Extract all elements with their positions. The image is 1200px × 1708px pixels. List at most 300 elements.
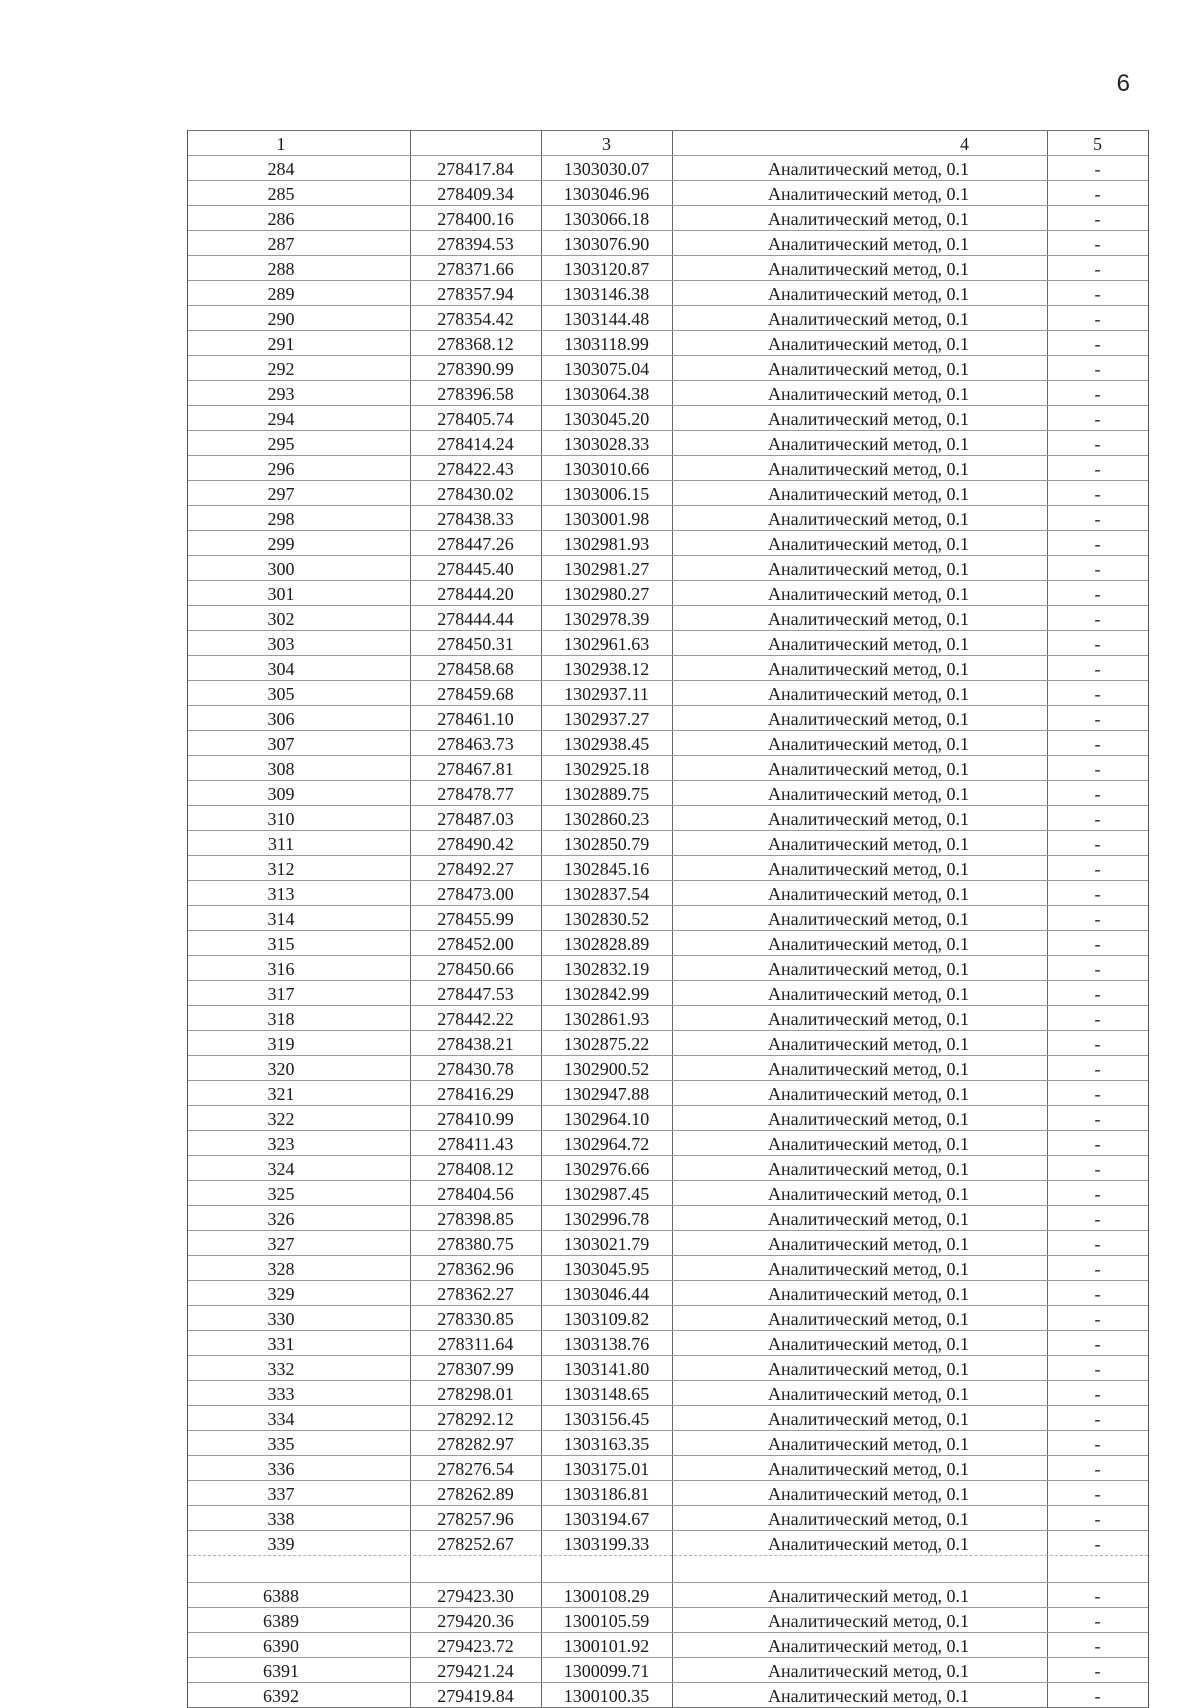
coord-y: 1303118.99 [564, 334, 649, 354]
note: - [1094, 1009, 1101, 1029]
point-number: 312 [267, 859, 295, 879]
header-col-5: 5 [1093, 134, 1102, 154]
coord-y: 1302875.22 [563, 1034, 650, 1054]
point-number: 302 [267, 609, 295, 629]
table-row [188, 1657, 1148, 1682]
coord-x: 278459.68 [437, 684, 514, 704]
note: - [1094, 509, 1101, 529]
table-row [188, 580, 1148, 605]
coord-x: 278416.29 [437, 1084, 514, 1104]
table-row [188, 1030, 1148, 1055]
method-accuracy: Аналитический метод, 0.1 [767, 459, 969, 479]
coord-y: 1303075.04 [563, 359, 650, 379]
coord-x: 278408.12 [437, 1159, 514, 1179]
note: - [1094, 1586, 1101, 1606]
table-row [188, 405, 1148, 430]
note: - [1094, 384, 1101, 404]
coord-x: 279423.30 [437, 1586, 514, 1606]
method-accuracy: Аналитический метод, 0.1 [767, 784, 969, 804]
table-row [188, 680, 1148, 705]
coord-y: 1303021.79 [563, 1234, 650, 1254]
table-row [188, 230, 1148, 255]
method-accuracy: Аналитический метод, 0.1 [767, 284, 969, 304]
method-accuracy: Аналитический метод, 0.1 [767, 1234, 969, 1254]
table-row [188, 1405, 1148, 1430]
coord-x: 278490.42 [437, 834, 514, 854]
table-row [188, 730, 1148, 755]
note: - [1094, 834, 1101, 854]
coord-y: 1303028.33 [563, 434, 650, 454]
point-number: 305 [267, 684, 295, 704]
point-number: 6388 [263, 1586, 299, 1606]
table-row [188, 1230, 1148, 1255]
note: - [1094, 209, 1101, 229]
method-accuracy: Аналитический метод, 0.1 [767, 1661, 969, 1681]
point-number: 324 [267, 1159, 295, 1179]
point-number: 286 [267, 209, 295, 229]
method-accuracy: Аналитический метод, 0.1 [767, 234, 969, 254]
point-number: 320 [267, 1059, 295, 1079]
table-row [188, 655, 1148, 680]
coord-y: 1302938.12 [563, 659, 650, 679]
table-row [188, 980, 1148, 1005]
method-accuracy: Аналитический метод, 0.1 [767, 909, 969, 929]
table-row [188, 180, 1148, 205]
coord-x: 278461.10 [437, 709, 514, 729]
point-number: 319 [267, 1034, 295, 1054]
table-row [188, 1682, 1148, 1707]
table-row [188, 1055, 1148, 1080]
method-accuracy: Аналитический метод, 0.1 [767, 584, 969, 604]
point-number: 285 [267, 184, 295, 204]
note: - [1094, 709, 1101, 729]
method-accuracy: Аналитический метод, 0.1 [767, 1434, 969, 1454]
coord-y: 1303046.44 [563, 1284, 650, 1304]
header-col-3: 3 [602, 134, 611, 154]
method-accuracy: Аналитический метод, 0.1 [767, 609, 969, 629]
table-row [188, 380, 1148, 405]
header-col-4: 4 [960, 134, 969, 154]
table-row [188, 430, 1148, 455]
table-row [188, 630, 1148, 655]
coord-x: 278450.66 [437, 959, 514, 979]
method-accuracy: Аналитический метод, 0.1 [767, 209, 969, 229]
coord-x: 278438.21 [437, 1034, 514, 1054]
point-number: 297 [267, 484, 295, 504]
point-number: 288 [267, 259, 295, 279]
method-accuracy: Аналитический метод, 0.1 [767, 1259, 969, 1279]
coord-x: 278357.94 [437, 284, 514, 304]
point-number: 295 [267, 434, 295, 454]
coord-y: 1302828.89 [563, 934, 650, 954]
table-row [188, 855, 1148, 880]
point-number: 337 [267, 1484, 295, 1504]
table-row [188, 930, 1148, 955]
coord-y: 1302925.18 [563, 759, 650, 779]
coord-y: 1303066.18 [563, 209, 650, 229]
table-row [188, 355, 1148, 380]
coord-x: 278362.96 [437, 1259, 514, 1279]
note: - [1094, 184, 1101, 204]
coord-y: 1302842.99 [563, 984, 650, 1004]
coord-y: 1302964.10 [563, 1109, 650, 1129]
coord-y: 1300101.92 [563, 1636, 650, 1656]
coord-x: 278252.67 [437, 1534, 514, 1554]
note: - [1094, 809, 1101, 829]
coord-y: 1302832.19 [563, 959, 650, 979]
table-row [188, 1455, 1148, 1480]
table-gap-row [188, 1555, 1148, 1582]
note: - [1094, 1611, 1101, 1631]
coordinates-table [187, 130, 1149, 1708]
point-number: 318 [267, 1009, 295, 1029]
point-number: 322 [267, 1109, 295, 1129]
note: - [1094, 1134, 1101, 1154]
coord-y: 1303006.15 [563, 484, 650, 504]
coord-x: 278298.01 [437, 1384, 514, 1404]
note: - [1094, 534, 1101, 554]
coord-x: 278262.89 [437, 1484, 514, 1504]
coord-x: 279423.72 [437, 1636, 514, 1656]
point-number: 333 [267, 1384, 295, 1404]
coord-y: 1302976.66 [563, 1159, 650, 1179]
method-accuracy: Аналитический метод, 0.1 [767, 1686, 969, 1706]
method-accuracy: Аналитический метод, 0.1 [767, 1384, 969, 1404]
point-number: 329 [267, 1284, 295, 1304]
header-col-1: 1 [276, 134, 286, 154]
method-accuracy: Аналитический метод, 0.1 [767, 309, 969, 329]
point-number: 6389 [263, 1611, 299, 1631]
point-number: 294 [267, 409, 295, 429]
point-number: 6390 [263, 1636, 299, 1656]
method-accuracy: Аналитический метод, 0.1 [767, 1586, 969, 1606]
point-number: 328 [267, 1259, 295, 1279]
method-accuracy: Аналитический метод, 0.1 [767, 334, 969, 354]
table-row [188, 1530, 1148, 1555]
method-accuracy: Аналитический метод, 0.1 [767, 834, 969, 854]
point-number: 315 [267, 934, 295, 954]
table-row [188, 955, 1148, 980]
point-number: 291 [267, 334, 295, 354]
coord-x: 278430.78 [437, 1059, 514, 1079]
note: - [1094, 1509, 1101, 1529]
note: - [1094, 1534, 1101, 1554]
method-accuracy: Аналитический метод, 0.1 [767, 1534, 969, 1554]
method-accuracy: Аналитический метод, 0.1 [767, 434, 969, 454]
coord-y: 1302850.79 [563, 834, 650, 854]
table-row [188, 155, 1148, 180]
point-number: 290 [267, 309, 295, 329]
note: - [1094, 1059, 1101, 1079]
coord-x: 278394.53 [437, 234, 514, 254]
coord-y: 1300099.71 [563, 1661, 650, 1681]
coord-y: 1300100.35 [563, 1686, 650, 1706]
note: - [1094, 559, 1101, 579]
point-number: 321 [267, 1084, 295, 1104]
method-accuracy: Аналитический метод, 0.1 [767, 759, 969, 779]
coord-y: 1303030.07 [563, 159, 650, 179]
method-accuracy: Аналитический метод, 0.1 [767, 409, 969, 429]
coord-y: 1302861.93 [563, 1009, 650, 1029]
coord-x: 278380.75 [437, 1234, 514, 1254]
note: - [1094, 1259, 1101, 1279]
table-row [188, 330, 1148, 355]
method-accuracy: Аналитический метод, 0.1 [767, 1209, 969, 1229]
coord-x: 278276.54 [437, 1459, 514, 1479]
coord-y: 1303001.98 [563, 509, 650, 529]
note: - [1094, 684, 1101, 704]
table-row [188, 755, 1148, 780]
coord-y: 1300105.59 [563, 1611, 650, 1631]
point-number: 292 [267, 359, 295, 379]
point-number: 338 [267, 1509, 295, 1529]
method-accuracy: Аналитический метод, 0.1 [767, 259, 969, 279]
note: - [1094, 1459, 1101, 1479]
table-row [188, 1280, 1148, 1305]
coord-x: 278455.99 [437, 909, 514, 929]
coord-y: 1303144.48 [563, 309, 650, 329]
coord-y: 1302981.93 [563, 534, 650, 554]
point-number: 330 [267, 1309, 295, 1329]
coord-y: 1302987.45 [563, 1184, 650, 1204]
point-number: 339 [267, 1534, 295, 1554]
point-number: 311 [267, 834, 295, 854]
coord-x: 278404.56 [437, 1184, 514, 1204]
note: - [1094, 1184, 1101, 1204]
coord-x: 278362.27 [437, 1284, 514, 1304]
coord-y: 1302845.16 [563, 859, 650, 879]
note: - [1094, 1661, 1101, 1681]
coord-x: 278478.77 [437, 784, 514, 804]
table-row [188, 1205, 1148, 1230]
coord-x: 278371.66 [437, 259, 514, 279]
point-number: 314 [267, 909, 295, 929]
point-number: 304 [267, 659, 295, 679]
coord-x: 278492.27 [437, 859, 514, 879]
coord-y: 1302947.88 [563, 1084, 650, 1104]
point-number: 293 [267, 384, 295, 404]
method-accuracy: Аналитический метод, 0.1 [767, 359, 969, 379]
point-number: 327 [267, 1234, 295, 1254]
note: - [1094, 1409, 1101, 1429]
method-accuracy: Аналитический метод, 0.1 [767, 1034, 969, 1054]
point-number: 313 [267, 884, 295, 904]
method-accuracy: Аналитический метод, 0.1 [767, 1359, 969, 1379]
note: - [1094, 659, 1101, 679]
note: - [1094, 609, 1101, 629]
method-accuracy: Аналитический метод, 0.1 [767, 1409, 969, 1429]
table-row [188, 1130, 1148, 1155]
method-accuracy: Аналитический метод, 0.1 [767, 1134, 969, 1154]
note: - [1094, 1159, 1101, 1179]
coord-x: 278414.24 [437, 434, 514, 454]
table-row [188, 455, 1148, 480]
point-number: 308 [267, 759, 295, 779]
coord-y: 1303064.38 [563, 384, 650, 404]
coord-y: 1302938.45 [563, 734, 650, 754]
coord-x: 278422.43 [437, 459, 514, 479]
coord-x: 278444.44 [437, 609, 514, 629]
coord-y: 1302830.52 [563, 909, 650, 929]
note: - [1094, 634, 1101, 654]
method-accuracy: Аналитический метод, 0.1 [767, 959, 969, 979]
coord-y: 1302964.72 [563, 1134, 650, 1154]
note: - [1094, 859, 1101, 879]
note: - [1094, 259, 1101, 279]
coord-y: 1302996.78 [563, 1209, 650, 1229]
method-accuracy: Аналитический метод, 0.1 [767, 709, 969, 729]
table-row [188, 1430, 1148, 1455]
table-row [188, 1607, 1148, 1632]
note: - [1094, 409, 1101, 429]
table-row [188, 830, 1148, 855]
point-number: 303 [267, 634, 295, 654]
coord-x: 278410.99 [437, 1109, 514, 1129]
coord-y: 1303175.01 [563, 1459, 650, 1479]
table-row [188, 605, 1148, 630]
method-accuracy: Аналитический метод, 0.1 [767, 1159, 969, 1179]
coord-x: 278409.34 [437, 184, 514, 204]
note: - [1094, 459, 1101, 479]
method-accuracy: Аналитический метод, 0.1 [767, 884, 969, 904]
coord-y: 1303045.95 [563, 1259, 650, 1279]
coord-x: 278447.53 [437, 984, 514, 1004]
table-row [188, 1180, 1148, 1205]
coord-x: 278292.12 [437, 1409, 514, 1429]
point-number: 325 [267, 1184, 295, 1204]
method-accuracy: Аналитический метод, 0.1 [767, 1309, 969, 1329]
coord-x: 278458.68 [437, 659, 514, 679]
table-header-row [188, 130, 1148, 155]
coord-x: 278257.96 [437, 1509, 514, 1529]
coord-y: 1303109.82 [563, 1309, 650, 1329]
coord-x: 279420.36 [437, 1611, 514, 1631]
method-accuracy: Аналитический метод, 0.1 [767, 734, 969, 754]
method-accuracy: Аналитический метод, 0.1 [767, 1636, 969, 1656]
coord-x: 278307.99 [437, 1359, 514, 1379]
coord-x: 278442.22 [437, 1009, 514, 1029]
note: - [1094, 434, 1101, 454]
coord-y: 1303045.20 [563, 409, 650, 429]
coord-y: 1302860.23 [563, 809, 650, 829]
point-number: 317 [267, 984, 295, 1004]
coord-x: 278411.43 [437, 1134, 514, 1154]
point-number: 289 [267, 284, 295, 304]
method-accuracy: Аналитический метод, 0.1 [767, 1459, 969, 1479]
coord-y: 1302837.54 [563, 884, 650, 904]
table-row [188, 505, 1148, 530]
coord-y: 1302981.27 [563, 559, 650, 579]
note: - [1094, 484, 1101, 504]
note: - [1094, 234, 1101, 254]
table-row [188, 1305, 1148, 1330]
method-accuracy: Аналитический метод, 0.1 [767, 634, 969, 654]
method-accuracy: Аналитический метод, 0.1 [767, 1334, 969, 1354]
coord-x: 278396.58 [437, 384, 514, 404]
coord-x: 278417.84 [437, 159, 514, 179]
note: - [1094, 984, 1101, 1004]
table-row [188, 255, 1148, 280]
note: - [1094, 934, 1101, 954]
method-accuracy: Аналитический метод, 0.1 [767, 1009, 969, 1029]
note: - [1094, 1234, 1101, 1254]
coord-y: 1303141.80 [563, 1359, 650, 1379]
point-number: 6392 [263, 1686, 299, 1706]
note: - [1094, 1084, 1101, 1104]
point-number: 332 [267, 1359, 295, 1379]
note: - [1094, 1384, 1101, 1404]
point-number: 326 [267, 1209, 295, 1229]
coord-x: 278400.16 [437, 209, 514, 229]
coord-y: 1303163.35 [563, 1434, 650, 1454]
coord-x: 278311.64 [437, 1334, 514, 1354]
note: - [1094, 584, 1101, 604]
method-accuracy: Аналитический метод, 0.1 [767, 534, 969, 554]
coord-x: 278368.12 [437, 334, 514, 354]
table-row [188, 1105, 1148, 1130]
coord-y: 1302980.27 [563, 584, 650, 604]
coord-x: 278354.42 [437, 309, 514, 329]
point-number: 298 [267, 509, 295, 529]
point-number: 284 [267, 159, 295, 179]
note: - [1094, 1209, 1101, 1229]
coord-x: 279421.24 [437, 1661, 514, 1681]
table-row [188, 880, 1148, 905]
point-number: 335 [267, 1434, 295, 1454]
point-number: 307 [267, 734, 295, 754]
table-row [188, 1505, 1148, 1530]
note: - [1094, 784, 1101, 804]
point-number: 323 [267, 1134, 295, 1154]
coord-x: 278390.99 [437, 359, 514, 379]
table-row [188, 705, 1148, 730]
table-row [188, 480, 1148, 505]
coord-x: 278447.26 [437, 534, 514, 554]
note: - [1094, 1434, 1101, 1454]
note: - [1094, 959, 1101, 979]
note: - [1094, 1034, 1101, 1054]
point-number: 287 [267, 234, 295, 254]
note: - [1094, 1686, 1101, 1706]
point-number: 336 [267, 1459, 295, 1479]
coord-y: 1302937.11 [564, 684, 649, 704]
table-row [188, 1380, 1148, 1405]
coord-x: 278438.33 [437, 509, 514, 529]
note: - [1094, 309, 1101, 329]
coord-y: 1303146.38 [563, 284, 650, 304]
coord-y: 1303076.90 [563, 234, 650, 254]
coord-y: 1303156.45 [563, 1409, 650, 1429]
table-row [188, 805, 1148, 830]
table-row [188, 1005, 1148, 1030]
method-accuracy: Аналитический метод, 0.1 [767, 1184, 969, 1204]
table-row [188, 1632, 1148, 1657]
coord-x: 279419.84 [437, 1686, 514, 1706]
coord-x: 278463.73 [437, 734, 514, 754]
method-accuracy: Аналитический метод, 0.1 [767, 1084, 969, 1104]
table-row [188, 1480, 1148, 1505]
coord-x: 278445.40 [437, 559, 514, 579]
note: - [1094, 1484, 1101, 1504]
coord-y: 1303199.33 [563, 1534, 650, 1554]
method-accuracy: Аналитический метод, 0.1 [767, 1611, 969, 1631]
point-number: 316 [267, 959, 295, 979]
table-row [188, 1582, 1148, 1607]
note: - [1094, 759, 1101, 779]
method-accuracy: Аналитический метод, 0.1 [767, 509, 969, 529]
coord-x: 278473.00 [437, 884, 514, 904]
coord-x: 278282.97 [437, 1434, 514, 1454]
